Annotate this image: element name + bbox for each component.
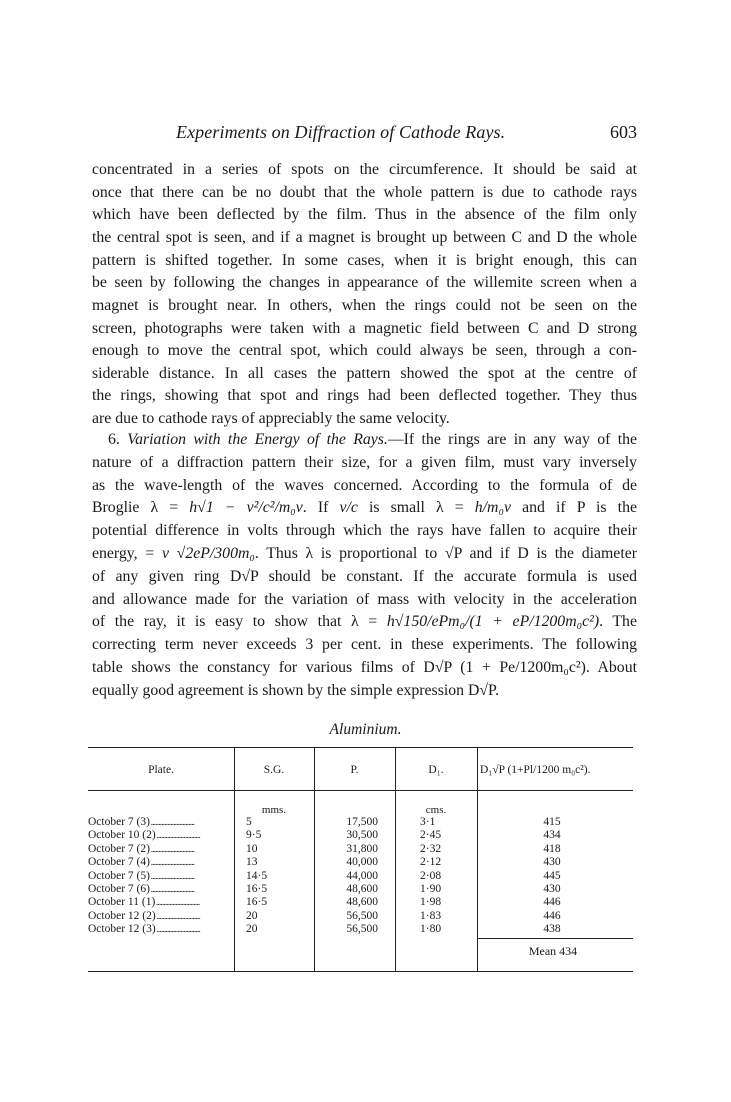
sg-cell: 9·5 bbox=[246, 829, 262, 842]
paragraph-1-line: which have been deflected by the film. Thus in the absence of the film only bbox=[92, 206, 637, 223]
paragraph-1-line: magnet is brought near. In others, when the rings could not be seen on the bbox=[92, 297, 637, 314]
p-cell: 40,000 bbox=[346, 856, 378, 869]
column-header-plate: Plate. bbox=[148, 764, 174, 776]
d1-cell: 3·1 bbox=[420, 816, 436, 828]
paragraph-1-line: the rings, showing that spot and rings had been deflected together. They thus bbox=[92, 387, 637, 404]
simple-wavelength-formula: h/m₀v bbox=[474, 499, 511, 516]
table-header-rule bbox=[88, 790, 633, 791]
mean-value: Mean 434 bbox=[528, 944, 578, 958]
paragraph-1-line: once that there can be no doubt that the whole pattern is due to cathode rays bbox=[92, 184, 637, 201]
paragraph-2-line: of any given ring D√P should be constant. If the accurate formula is used bbox=[92, 568, 637, 585]
corrected-value-cell: 446 bbox=[543, 896, 561, 909]
plate-cell: October 12 (2) . . . bbox=[88, 910, 232, 922]
paragraph-2-line: potential difference in volts through which the rays have fallen to acquire their bbox=[92, 522, 637, 539]
d1-cell: 1·90 bbox=[420, 883, 442, 895]
d1-cell: 1·83 bbox=[420, 909, 442, 922]
column-header-p: P. bbox=[350, 764, 359, 776]
running-header-title: Experiments on Diffraction of Cathode Rays. bbox=[176, 122, 506, 142]
corrected-value-cell: 446 bbox=[543, 909, 561, 922]
column-header-corrected-value: D₁√P (1+Pl/1200 m₀c²). bbox=[480, 764, 591, 776]
text-span: . Thus λ is proportional to √P and if D is the diameter bbox=[254, 545, 637, 562]
text-span: . The bbox=[599, 613, 637, 630]
d1-cell: 1·98 bbox=[420, 896, 442, 909]
text-span: Broglie λ = bbox=[92, 499, 190, 516]
corrected-value-cell: 438 bbox=[543, 923, 561, 936]
paragraph-1-line: siderable distance. In all cases the pattern showed the spot at the centre of bbox=[92, 365, 637, 382]
paragraph-1-line: enough to move the central spot, which could always be seen, through a con- bbox=[92, 342, 637, 359]
text-span: is small λ = bbox=[357, 499, 475, 516]
plate-cell: October 12 (3) . . . bbox=[88, 923, 232, 935]
plate-cell: October 10 (2) . . . bbox=[88, 829, 232, 841]
plate-cell: October 7 (4) . . . bbox=[88, 856, 232, 868]
mean-rule bbox=[478, 938, 633, 939]
p-cell: 48,600 bbox=[346, 883, 378, 895]
corrected-value-cell: 430 bbox=[543, 883, 561, 895]
column-header-sg: S.G. bbox=[263, 764, 285, 776]
text-span: . If bbox=[302, 499, 340, 516]
p-cell: 56,500 bbox=[346, 923, 378, 936]
paragraph-2-line: and allowance made for the variation of mass with velocity in the acceleration bbox=[92, 591, 637, 608]
p-cell: 31,800 bbox=[346, 842, 378, 855]
d1-cell: 2·12 bbox=[420, 856, 442, 869]
energy-formula-line bbox=[92, 545, 637, 563]
sg-cell: 16·5 bbox=[246, 896, 268, 909]
d1-cell: 2·32 bbox=[420, 842, 442, 855]
plate-cell: October 7 (6) . . . bbox=[88, 883, 232, 895]
paragraph-1-line: screen, photographs were taken with a magnetic field between C and D strong bbox=[92, 320, 637, 337]
section-6-first-line bbox=[108, 431, 637, 449]
paragraph-1-line: concentrated in a series of spots on the circumference. It should be said at bbox=[92, 161, 637, 178]
section-lead-text: —If the rings are in any way of the bbox=[387, 431, 637, 448]
p-cell: 48,600 bbox=[346, 896, 378, 909]
paragraph-2-line: as the wave-length of the waves concerned. According to the formula of de bbox=[92, 477, 637, 494]
paragraph-1-line: be seen by following the changes in appearance of the willemite screen when a bbox=[92, 274, 637, 291]
accurate-wavelength-formula: h√150/ePm₀/(1 + eP/1200m₀c²) bbox=[386, 613, 600, 630]
column-divider bbox=[314, 747, 315, 971]
de-broglie-formula-line bbox=[92, 499, 637, 517]
paragraph-1-line: are due to cathode rays of appreciably the same velocity. bbox=[92, 410, 450, 427]
table-bottom-rule bbox=[88, 971, 633, 972]
corrected-value-cell: 418 bbox=[543, 842, 561, 855]
sg-cell: 16·5 bbox=[246, 883, 268, 895]
column-divider bbox=[477, 747, 478, 971]
corrected-value-cell: 415 bbox=[543, 816, 561, 828]
table-top-rule bbox=[88, 747, 633, 748]
d1-cell: 2·08 bbox=[420, 869, 442, 882]
column-divider bbox=[395, 747, 396, 971]
p-cell: 17,500 bbox=[346, 816, 378, 828]
paragraph-2-line: equally good agreement is shown by the simple expression D√P. bbox=[92, 682, 500, 699]
sg-cell: 10 bbox=[246, 842, 258, 855]
sg-cell: 13 bbox=[246, 856, 258, 869]
de-broglie-formula: h√1 − v²/c²/m₀v bbox=[189, 499, 303, 516]
section-heading: Variation with the Energy of the Rays. bbox=[127, 431, 388, 448]
corrected-value-cell: 445 bbox=[543, 869, 561, 882]
d1-cell: 2·45 bbox=[420, 829, 442, 842]
column-header-d1: D₁. bbox=[428, 764, 444, 776]
sg-cell: 20 bbox=[246, 909, 258, 922]
sg-cell: 5 bbox=[246, 816, 252, 828]
corrected-value-cell: 430 bbox=[543, 856, 561, 869]
plate-cell: October 7 (5) . . . bbox=[88, 870, 232, 882]
d1-units: cms. bbox=[425, 804, 447, 816]
section-number: 6. bbox=[108, 431, 120, 448]
d1-cell: 1·80 bbox=[420, 923, 442, 936]
plate-cell: October 7 (2) . . . bbox=[88, 843, 232, 855]
table-caption: Aluminium. bbox=[329, 721, 402, 738]
text-span: and if P is the bbox=[510, 499, 637, 516]
paragraph-1-line: pattern is shifted together. In some cases, when it is bright enough, this can bbox=[92, 252, 637, 269]
paragraph-2-line: nature of a diffraction pattern their size, for a given film, must vary inversely bbox=[92, 454, 637, 471]
paragraph-1-line: the central spot is seen, and if a magnet is brought up between C and D the whole bbox=[92, 229, 637, 246]
paragraph-2-line: table shows the constancy for various films of D√P (1 + Pe/1200m₀c²). About bbox=[92, 659, 637, 676]
p-cell: 44,000 bbox=[346, 869, 378, 882]
plate-cell: October 7 (3) . . . bbox=[88, 816, 232, 828]
sg-units: mms. bbox=[261, 804, 287, 816]
sg-cell: 20 bbox=[246, 923, 258, 936]
p-cell: 30,500 bbox=[346, 829, 378, 842]
text-span: energy, = bbox=[92, 545, 162, 562]
p-cell: 56,500 bbox=[346, 909, 378, 922]
text-span: of the ray, it is easy to show that λ = bbox=[92, 613, 387, 630]
column-divider bbox=[234, 747, 235, 971]
plate-cell: October 11 (1) . . . bbox=[88, 896, 232, 908]
paragraph-2-line: correcting term never exceeds 3 per cent. in these experiments. The following bbox=[92, 636, 637, 653]
sg-cell: 14·5 bbox=[246, 869, 268, 882]
velocity-formula: v √2eP/300m₀ bbox=[161, 545, 255, 562]
page-number: 603 bbox=[610, 122, 637, 142]
accurate-formula-line bbox=[92, 613, 637, 631]
corrected-value-cell: 434 bbox=[543, 829, 561, 842]
ratio-v-c: v/c bbox=[339, 499, 358, 516]
